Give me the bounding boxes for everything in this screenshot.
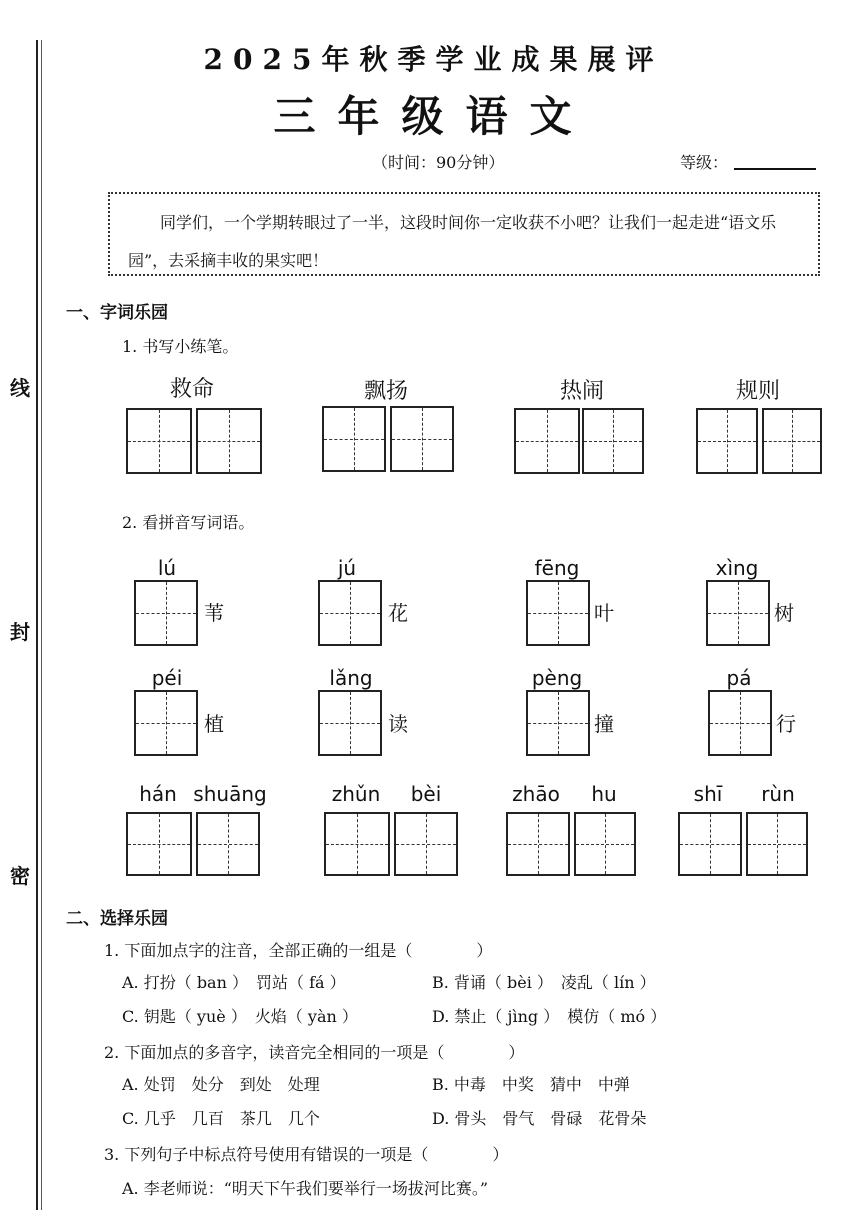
tianzige-box[interactable] xyxy=(324,812,390,876)
tianzige-box[interactable] xyxy=(706,580,770,646)
pinyin: lú xyxy=(157,556,177,580)
choice-q1-option-a[interactable]: A. 打扮（ ban ） 罚站（ fá ） xyxy=(122,973,346,992)
tianzige-box[interactable] xyxy=(126,408,192,474)
choice-q2-option-b[interactable]: B. 中毒 中奖 猜中 中弹 xyxy=(432,1075,630,1094)
pinyin: zhǔn xyxy=(331,782,381,806)
tianzige-box[interactable] xyxy=(196,408,262,474)
pinyin: shī xyxy=(693,782,723,806)
exam-time: （时间：90分钟） xyxy=(372,153,505,172)
pinyin: péi xyxy=(151,666,183,690)
tianzige-box[interactable] xyxy=(696,408,758,474)
side-label-feng: 封 xyxy=(10,620,30,644)
tianzige-box[interactable] xyxy=(134,580,198,646)
choice-q2-option-d[interactable]: D. 骨头 骨气 骨碌 花骨朵 xyxy=(432,1109,647,1128)
tianzige-box[interactable] xyxy=(506,812,570,876)
tianzige-box[interactable] xyxy=(582,408,644,474)
tianzige-box[interactable] xyxy=(134,690,198,756)
pinyin: hu xyxy=(591,782,617,806)
pinyin: rùn xyxy=(761,782,795,806)
q1-prompt: 1. 书写小练笔。 xyxy=(122,337,239,356)
pinyin: bèi xyxy=(410,782,442,806)
grade-label: 等级： xyxy=(680,153,729,172)
given-char: 读 xyxy=(388,712,408,736)
given-char: 植 xyxy=(204,712,224,736)
pinyin: jú xyxy=(337,556,357,580)
choice-q2-option-c[interactable]: C. 几乎 几百 茶几 几个 xyxy=(122,1109,320,1128)
choice-q1-option-b[interactable]: B. 背诵（ bèi ） 凌乱（ lín ） xyxy=(432,973,656,992)
tianzige-box[interactable] xyxy=(514,408,580,474)
tianzige-box[interactable] xyxy=(526,690,590,756)
given-char: 叶 xyxy=(594,601,614,625)
tianzige-box[interactable] xyxy=(318,690,382,756)
grade-blank[interactable] xyxy=(734,168,816,170)
tianzige-box[interactable] xyxy=(678,812,742,876)
practice-word-1: 救命 xyxy=(169,377,214,402)
tianzige-box[interactable] xyxy=(526,580,590,646)
given-char: 苇 xyxy=(204,601,224,625)
choice-q1-option-c[interactable]: C. 钥匙（ yuè ） 火焰（ yàn ） xyxy=(122,1007,358,1026)
given-char: 树 xyxy=(774,601,794,625)
pinyin: lǎng xyxy=(329,666,373,690)
given-char: 行 xyxy=(776,712,796,736)
side-label-xian: 线 xyxy=(10,376,30,400)
practice-word-4: 规则 xyxy=(735,379,780,404)
tianzige-box[interactable] xyxy=(322,406,386,472)
subject-title: 三年级语文 xyxy=(273,92,594,141)
given-char: 撞 xyxy=(594,712,614,736)
q2-prompt: 2. 看拼音写词语。 xyxy=(122,513,255,532)
pinyin: fēng xyxy=(534,556,580,580)
choice-q3-option-a[interactable]: A. 李老师说：“明天下午我们要举行一场拔河比赛。” xyxy=(122,1179,489,1198)
choice-q1-option-d[interactable]: D. 禁止（ jìng ） 模仿（ mó ） xyxy=(432,1007,667,1026)
pinyin: hán xyxy=(139,782,177,806)
choice-q1-prompt: 1. 下面加点字的注音，全部正确的一组是（ ） xyxy=(104,941,493,960)
pinyin: xìng xyxy=(715,556,759,580)
tianzige-box[interactable] xyxy=(318,580,382,646)
practice-word-3: 热闹 xyxy=(559,379,604,404)
pinyin: zhāo xyxy=(512,782,560,806)
choice-q3-prompt: 3. 下列句子中标点符号使用有错误的一项是（ ） xyxy=(104,1145,509,1164)
binding-line xyxy=(36,40,38,1210)
side-label-mi: 密 xyxy=(10,864,30,888)
given-char: 花 xyxy=(388,601,408,625)
choice-q2-option-a[interactable]: A. 处罚 处分 到处 处理 xyxy=(122,1075,320,1094)
practice-word-2: 飘扬 xyxy=(363,379,408,404)
tianzige-box[interactable] xyxy=(394,812,458,876)
choice-q2-prompt: 2. 下面加点的多音字，读音完全相同的一项是（ ） xyxy=(104,1043,525,1062)
tianzige-box[interactable] xyxy=(746,812,808,876)
tianzige-box[interactable] xyxy=(762,408,822,474)
intro-text: 同学们，一个学期转眼过了一半，这段时间你一定收获不小吧？让我们一起走进“语文乐园”，去采摘丰收的果实吧！ xyxy=(128,213,777,270)
tianzige-box[interactable] xyxy=(708,690,772,756)
section1-heading: 一、字词乐园 xyxy=(66,303,168,323)
tianzige-box[interactable] xyxy=(126,812,192,876)
tianzige-box[interactable] xyxy=(196,812,260,876)
binding-line-inner xyxy=(41,40,42,1210)
pinyin: pá xyxy=(726,666,752,690)
pinyin: pèng xyxy=(531,666,583,690)
section2-heading: 二、选择乐园 xyxy=(66,909,168,929)
exam-title: 2025年秋季学业成果展评 xyxy=(203,43,664,76)
pinyin: shuāng xyxy=(193,782,267,806)
tianzige-box[interactable] xyxy=(390,406,454,472)
tianzige-box[interactable] xyxy=(574,812,636,876)
